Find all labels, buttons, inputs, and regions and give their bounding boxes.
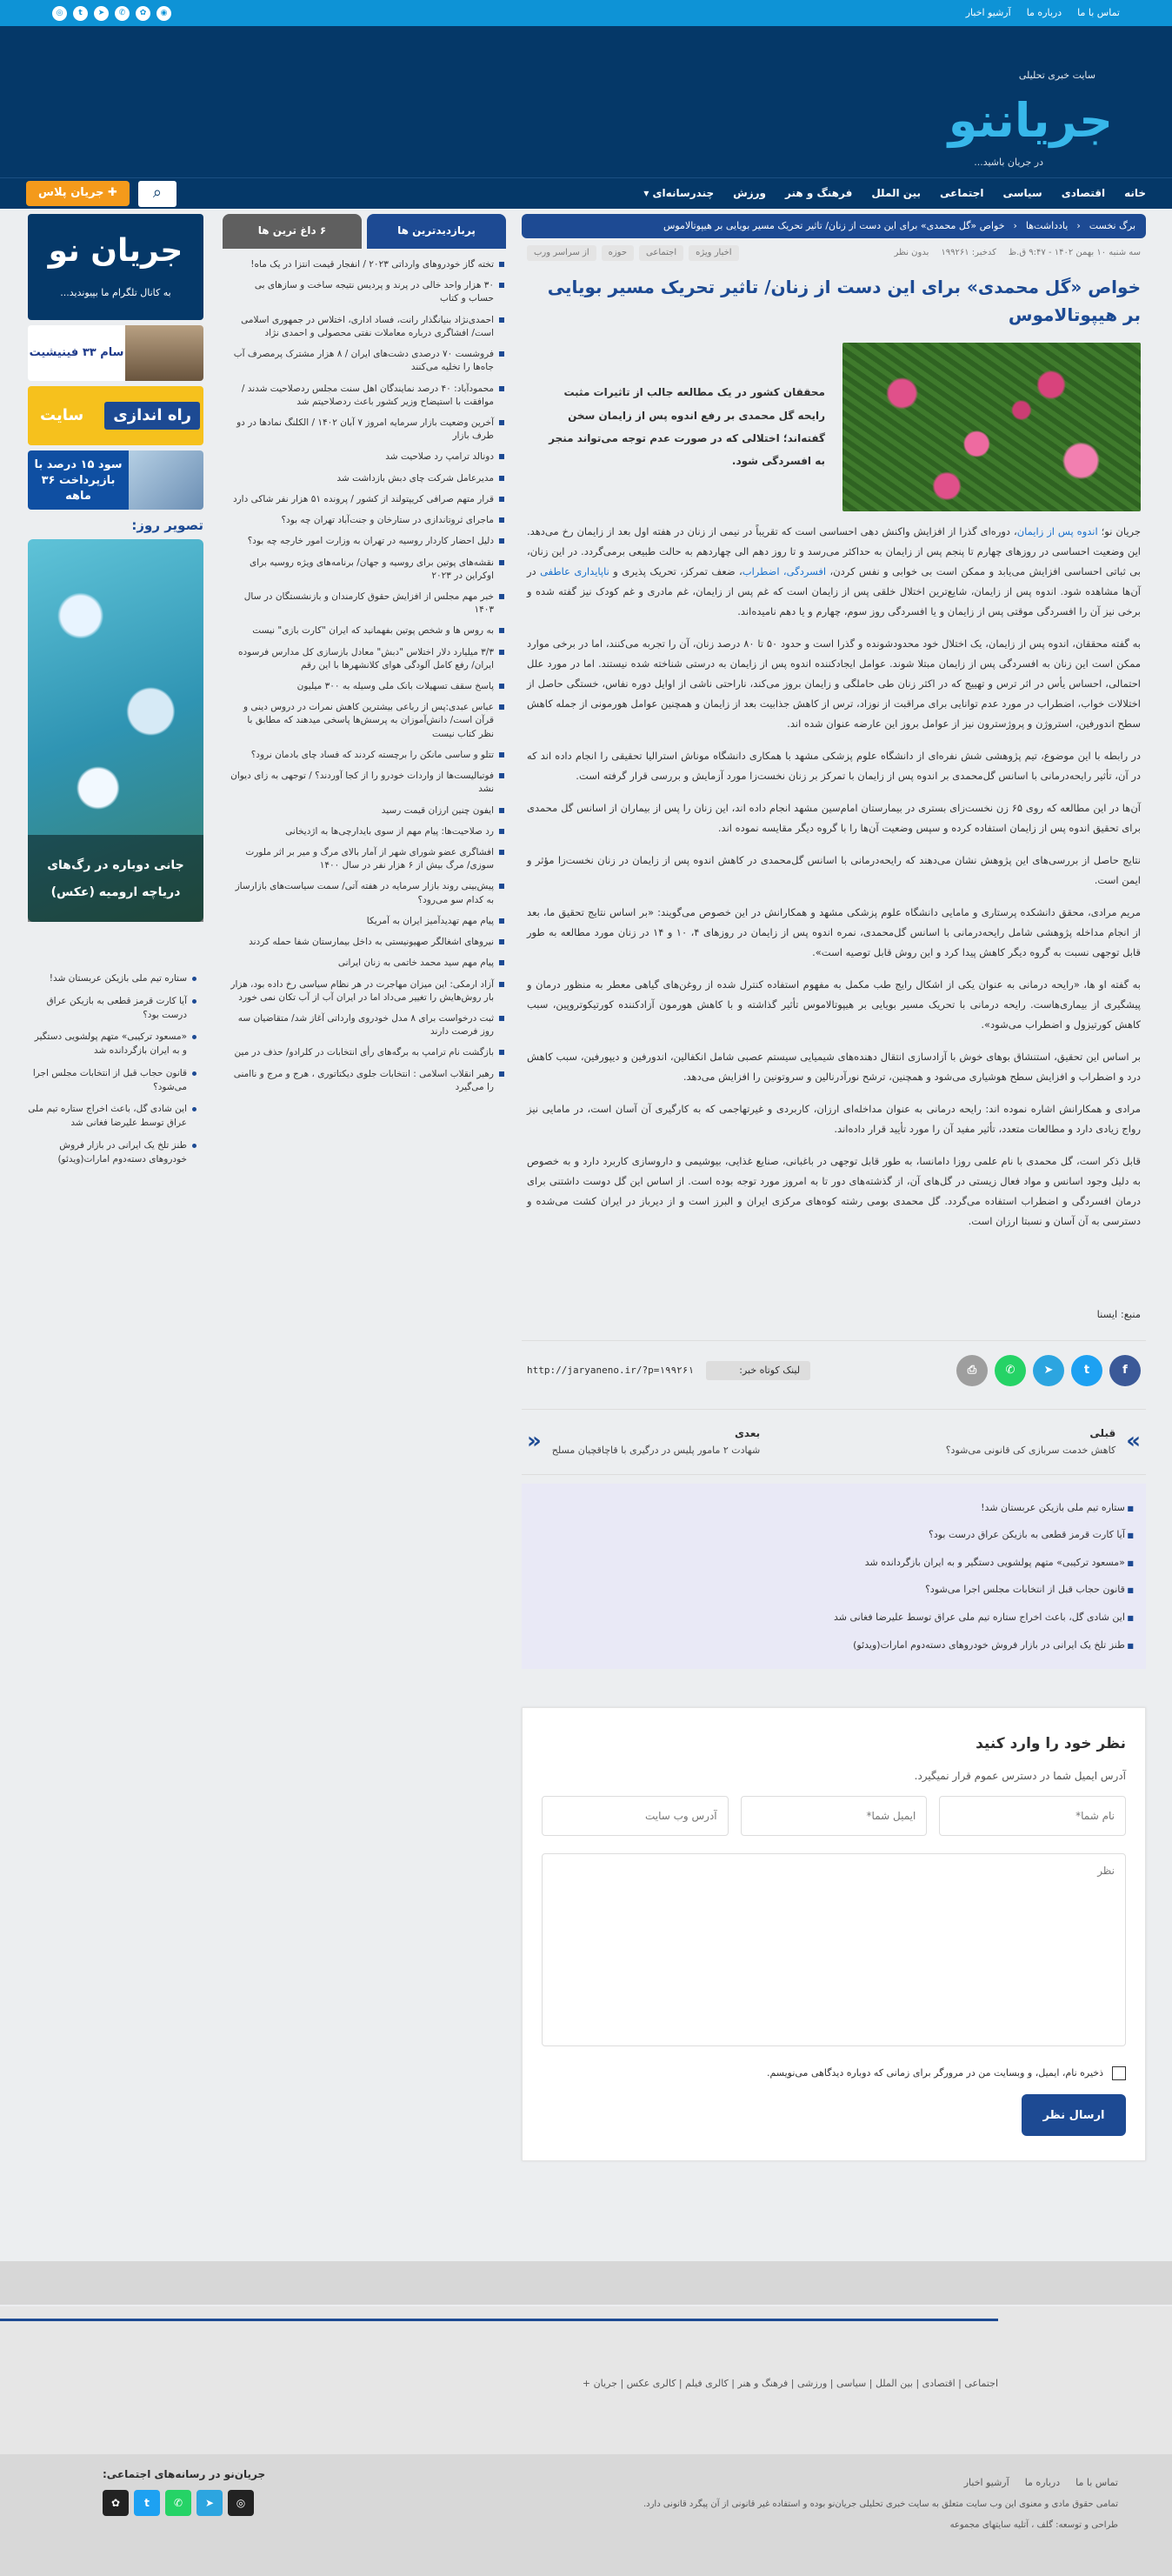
- ad-text: سایت: [39, 405, 84, 424]
- telegram-icon[interactable]: ➤: [1033, 1355, 1064, 1386]
- list-item[interactable]: ستاره تیم ملی بازیکن عربستان شد!: [28, 969, 203, 991]
- list-item[interactable]: ماجرای ثروتاندازی در ستارخان و جنت‌آباد تهران چه بود؟: [223, 510, 506, 531]
- list-item[interactable]: نیروهای اشغالگر صهیونیستی به داخل بیمارستان شفا حمله کردند: [223, 931, 506, 952]
- site-launch-ad-banner[interactable]: [28, 386, 203, 445]
- article-paragraph: مریم مرادی، محقق دانشکده پرستاری و مامایی دانشگاه علوم پزشکی مشهد و همکارانش در این خصوص می‌گویند: «بر اساس نتایج تحقیق ما، بعد از انجام مداخله پژوهشی شامل رایحه‌درمانی با اسانس گل‌محمدی، نمره اندوه پس از زایمان در روزهای ۴، ۱۰ و ۱۴ در زنان مورد مطالعه به طور قابل توجهی نسبت به گروه دیگر کاهش پیدا کرد و این روش قابل توصیه است».: [527, 906, 1141, 958]
- copyright: تمامی حقوق مادی و معنوی این وب سایت متعلق به سایت خبری تحلیلی جریان‌نو بوده و استفاده غیر قانونی از آن پیگرد قانونی دارد.: [643, 2499, 1118, 2509]
- footer-divider: [0, 2319, 998, 2321]
- text-run: جریان نو؛: [1097, 525, 1141, 537]
- site-header: [0, 26, 1172, 177]
- list-item[interactable]: آخرین وضعیت بازار سرمایه امروز ۷ آبان ۱۴۰۲ / الکلنگ نمادها در دو طرف بازار: [223, 412, 506, 446]
- article-column: [522, 214, 1146, 2161]
- article-id: کدخبر: ۱۹۹۲۶۱: [941, 248, 996, 257]
- twitter-icon[interactable]: t: [1071, 1355, 1102, 1386]
- tag-item[interactable]: اخبار ویژه: [689, 245, 738, 261]
- ads-column: [28, 214, 203, 1171]
- main-nav: [643, 185, 1146, 202]
- double-chevron-right-icon: »: [1126, 1428, 1141, 1454]
- remember-me: [542, 2065, 1126, 2081]
- submit-comment-button[interactable]: ارسال نظر: [1022, 2094, 1126, 2136]
- list-item[interactable]: دونالد ترامپ رد صلاحیت شد: [223, 446, 506, 467]
- instagram-icon[interactable]: ◎: [52, 6, 67, 21]
- related-item[interactable]: ■ طنز تلخ یک ایرانی در بازار فروش خودروهای دسته‌دوم امارات(ویدئو): [534, 1632, 1134, 1659]
- rss-icon[interactable]: ◉: [156, 6, 171, 21]
- list-item[interactable]: آزاد ارمکی: این میزان مهاجرت در هر نظام سیاسی رخ داده بود، هزار بار روش‌هایش را تغییر می‌داد اما در ایران آب از آب تکان نمی خورد: [223, 974, 506, 1008]
- list-item[interactable]: عباس عبدی:پس از رباعی بیشترین کاهش نمرات در دروس دینی و قرآن است/ دانش‌آموزان به پرسش‌ها پاسخی میدهند که مطابق با نظر کتاب نیست: [223, 697, 506, 744]
- ad-photo: [129, 450, 203, 510]
- footer-social-icons: [103, 2490, 265, 2516]
- side-news-list: [28, 969, 203, 1171]
- nav-politics[interactable]: سیاسی: [1002, 186, 1042, 199]
- list-item[interactable]: افشاگری عضو شورای شهر از آمار بالای مرگ و میر بر اثر ملورت سوزی/ مرگ بیش از ۶ هزار نفر در سال ۱۴۰۰: [223, 842, 506, 876]
- list-item[interactable]: ۳/۳ میلیارد دلار اختلاس "دبش" معادل بازسازی کل مدارس فرسوده ایران/ رفع کامل آلودگی هوای کلانشهرها با این رقم: [223, 642, 506, 676]
- short-link-url[interactable]: http://jaryaneno.ir/?p=۱۹۹۲۶۱: [527, 1365, 695, 1377]
- design-credit: طراحی و توسعه: گلف ، آتلیه سایتهای مجموعه: [949, 2520, 1118, 2530]
- list-item[interactable]: پاسخ سقف تسهیلات بانک ملی وسیله به ۳۰۰ میلیون: [223, 676, 506, 697]
- comment-textarea[interactable]: [542, 1853, 1126, 2046]
- list-item[interactable]: ۳۰ هزار واحد خالی در پرند و پردیس نتیجه ساخت و سازهای بی حساب و کتاب: [223, 275, 506, 309]
- nav-international[interactable]: بین الملل: [871, 186, 921, 199]
- article-lead-box: [522, 337, 1146, 522]
- main-nav-bar: [0, 177, 1172, 209]
- sam-ad-banner[interactable]: [28, 325, 203, 381]
- next-title[interactable]: شهادت ۲ مامور پلیس در درگیری با قاچاقچیان مسلح: [551, 1444, 761, 1456]
- footer-bottom: [0, 2454, 1172, 2576]
- ad-text: سام ۳۳ فینیشیت: [29, 345, 124, 359]
- related-item[interactable]: ■ «مسعود ترکیبی» متهم پولشویی دستگیر و به ایران بازگردانده شد: [534, 1549, 1134, 1577]
- article-title: خواص «گل محمدی» برای این دست از زنان/ تاثیر تحریک مسیر بویایی بر هیپوتالاموس: [547, 277, 1141, 325]
- list-item[interactable]: قانون حجاب قبل از انتخابات مجلس اجرا می‌شود؟: [28, 1064, 203, 1100]
- inline-link[interactable]: افسردگی، اضطراب: [742, 565, 827, 577]
- article-paragraph: به گفته او ها، «رایحه درمانی به عنوان یکی از اشکال رایج طب مکمل به مفهوم استفاده کنترل شده از روغن‌های گیاهی معطر به منظور درمان و پیشگیری از بیماری‌هاست. رایحه درمانی با تحریک مسیر بویایی بر هیپوتالاموس تأثیر گذاشته و با کاهش هورمون آزادکننده کورتیکوتروپین، سبب کاهش کورتیزول و اضطراب می‌شود».: [527, 978, 1141, 1031]
- jaryan-plus-button[interactable]: ✚ جریان پلاس: [26, 181, 130, 206]
- breadcrumb-notes[interactable]: یادداشت‌ها: [1025, 220, 1069, 232]
- list-item[interactable]: پیش‌بینی روند بازار سرمایه در هفته آتی/ سمت سیاست‌های بازارساز به کدام سو می‌رود؟: [223, 876, 506, 910]
- ad-text: سود ۱۵ درصد با بازپرداخت ۳۶ ماهه: [28, 450, 129, 510]
- share-bar: [522, 1340, 1146, 1400]
- list-item[interactable]: «مسعود ترکیبی» متهم پولشویی دستگیر و به ایران بازگردانده شد: [28, 1027, 203, 1064]
- breadcrumb: [522, 214, 1146, 238]
- comment-fields: [542, 1796, 1126, 1836]
- comment-count[interactable]: بدون نظر: [894, 248, 929, 257]
- whatsapp-icon[interactable]: ✆: [995, 1355, 1026, 1386]
- print-icon[interactable]: ⎙: [956, 1355, 988, 1386]
- article-lead: محققان کشور در یک مطالعه جالب از تاثیرات مثبت رایحه گل محمدی بر رفع اندوه پس از زایمان سخن گفته‌اند؛ اختلالی که در صورت عدم توجه می‌تواند منجر به افسردگی شود.: [549, 386, 825, 468]
- list-item[interactable]: تتلو و ساسی مانکن را برچسته کردند که فساد چای بادمان نرود؟: [223, 744, 506, 765]
- tab-most-viewed[interactable]: پربازدیدترین ها: [367, 214, 506, 249]
- nav-home[interactable]: خانه: [1124, 186, 1146, 199]
- short-link-label: لینک کوتاه خبر:: [706, 1361, 810, 1380]
- search-icon[interactable]: ⌕: [138, 181, 176, 207]
- image-of-day[interactable]: [28, 539, 203, 922]
- footer-nav-area: [0, 2306, 1172, 2454]
- prev-next-nav: [522, 1409, 1146, 1475]
- tab-hottest[interactable]: ۶ داغ ترین ها: [223, 214, 362, 249]
- telegram-icon[interactable]: ➤: [196, 2490, 223, 2516]
- text-run: ، دوره‌ای گذرا از افزایش واکنش دهی احساسی است که تقریباً در نیمی از زنان در هفته اول بعد از زایمان رخ می‌دهد. این وضعیت احساسی در روزهای چهارم تا پنجم پس از زایمان به حداکثر می‌رسد و تا روز دهم الی چهاردهم به حالت طبیعی برمی‌گردد. در این زنان، بی ثباتی احساسی افزایش می‌یابد و ممکن است بی خوابی و نفس کردن،: [527, 525, 1141, 577]
- facebook-icon[interactable]: f: [1109, 1355, 1141, 1386]
- website-field[interactable]: [542, 1796, 729, 1836]
- article-paragraph: قابل ذکر است، گل محمدی با نام علمی روزا دامانسا، به طور قابل توجهی در باغبانی، صنایع غذایی، بیوشیمی و داروسازی کاربرد دارد و به خصوص به دلیل وجود اسانس و مواد فعال زیستی در گل‌های آن، از گذشته‌های دور تا به امروز مورد توجه بوده است. از اساس این گل دوست داشتنی برای درمان افسردگی و اضطراب استفاده می‌گردد. گل محمدی بومی رشته کوه‌های مرکزی ایران و البرز است و از دیرباز در ایران کشت می‌شده و دسترسی به آن آسان و نسبتا ارزان است.: [527, 1155, 1141, 1227]
- twitter-icon[interactable]: t: [134, 2490, 160, 2516]
- about-link[interactable]: درباره ما: [1026, 7, 1062, 19]
- email-field[interactable]: [741, 1796, 928, 1836]
- list-item[interactable]: فوتبالیست‌ها از واردات خودرو را از کجا آوردند؟ / توجهی به زای دیوان نشد: [223, 765, 506, 799]
- footer-contact-link[interactable]: تماس با ما: [1075, 2477, 1118, 2488]
- logo-name-a: جریان: [996, 93, 1113, 148]
- instagram-icon[interactable]: ◎: [228, 2490, 254, 2516]
- tag-item[interactable]: اجتماعی: [639, 245, 683, 261]
- list-item[interactable]: پیام مهم سید محمد خاتمی به زنان ایرانی: [223, 952, 506, 973]
- list-item[interactable]: قرار متهم صرافی کریپتولند از کشور / پرونده ۵۱ هزار نفر شاکی دارد: [223, 489, 506, 510]
- remember-checkbox[interactable]: [1112, 2066, 1126, 2080]
- top-bar: [0, 0, 1172, 26]
- footer-strip: [0, 2261, 1172, 2305]
- article-image: [842, 343, 1141, 511]
- contact-link[interactable]: تماس با ما: [1077, 7, 1120, 19]
- article-paragraph: [522, 522, 1146, 634]
- list-item[interactable]: خبر مهم مجلس از افزایش حقوق کارمندان و بازنشستگان در سال ۱۴۰۳: [223, 586, 506, 620]
- article-paragraph: در رابطه با این موضوع، تیم پژوهشی شش نفره‌ای از دانشگاه علوم پزشکی مشهد با همکاری دانشگاه موناش استرالیا تحقیقی را انجام داده اند که در آن، تأثیر رایحه‌درمانی با اسانس گل‌محمدی بر اندوه پس از زایمان با تمرکز بر زنان نخست‌زا مورد آزمایش و بررسی قرار گرفته است.: [527, 750, 1141, 782]
- list-item[interactable]: تخته گاز خودروهای وارداتی ۲۰۲۳ / انفجار قیمت انتزا در یک ماه!: [223, 254, 506, 275]
- list-item[interactable]: ثبت درخواست برای ۸ مدل خودروی وارداتی آغاز شد/ متقاضیان سه روز فرصت دارند: [223, 1008, 506, 1042]
- telegram-icon[interactable]: ➤: [94, 6, 109, 21]
- article-paragraph: نتایج حاصل از بررسی‌های این پژوهش نشان می‌دهند که رایحه‌درمانی با اسانس گل‌محمدی در کاهش اندوه پس از زایمان در زنان نخست‌زا مؤثر و ایمن است.: [527, 854, 1141, 886]
- prev-post[interactable]: [834, 1424, 1141, 1460]
- nav-culture[interactable]: فرهنگ و هنر: [785, 186, 853, 199]
- list-item[interactable]: دلیل احضار کاردار روسیه در تهران به وزارت امور خارجه چه بود؟: [223, 531, 506, 551]
- footer-social-title: جریان‌نو در رسانه‌های اجتماعی:: [103, 2468, 266, 2480]
- nav-multimedia[interactable]: چندرسانه‌ای ▾: [643, 186, 715, 199]
- bank-ad-banner[interactable]: [28, 450, 203, 510]
- next-label: بعدی: [734, 1427, 761, 1440]
- article-paragraph: مرادی و همکارانش اشاره نموده اند: رایحه درمانی به عنوان مداخله‌ای ارزان، کاربردی و غیرتهاجمی که به کارگیری آن آسان است، در مامایی نیز رواج زیادی دارد و مطالعات متعدد، تأثیر مفید آن را مورد تأیید قرار داده‌اند.: [527, 1103, 1141, 1135]
- related-news: [522, 1484, 1146, 1670]
- next-post[interactable]: [527, 1424, 834, 1460]
- footer-about-link[interactable]: درباره ما: [1024, 2477, 1061, 2488]
- chevron-left-icon: ‹: [1076, 220, 1081, 232]
- remember-label: ذخیره نام، ایمیل، و وبسایت من در مرورگر برای زمانی که دوباره دیدگاهی می‌نویسم.: [766, 2066, 1103, 2079]
- logo-slogan: در جریان باشید...: [974, 157, 1043, 168]
- text-run: ، ضعف تمرکز، تحریک پذیری و: [609, 565, 742, 577]
- list-item[interactable]: نقشه‌های پوتین برای روسیه و جهان/ برنامه‌های ویژه روسیه برای اوکراین در ۲۰۲۳: [223, 552, 506, 586]
- top-socials: [52, 6, 171, 21]
- article-body: [522, 522, 1146, 1337]
- popular-news-list: [223, 249, 506, 1098]
- whatsapp-icon[interactable]: ✆: [165, 2490, 191, 2516]
- nav-social[interactable]: اجتماعی: [939, 186, 984, 199]
- list-item[interactable]: مدیرعامل شرکت چای دبش بازداشت شد: [223, 468, 506, 489]
- article-date: سه شنبه ۱۰ بهمن ۱۴۰۲ - ۹:۴۷ ق.ظ: [1008, 248, 1141, 257]
- footer-nav[interactable]: اجتماعی | اقتصادی | بین الملل | سیاسی | ورزشی | فرهنگ و هنر | کالری فیلم | کالری عکس | جریان +: [582, 2378, 998, 2389]
- list-item[interactable]: رد صلاحیت‌ها: پیام مهم از سوی بایدارچی‌ها به اژدیخانی: [223, 821, 506, 842]
- prev-label: قبلی: [1089, 1427, 1116, 1440]
- inline-link[interactable]: ناپایداری عاطفی: [540, 565, 609, 577]
- article-paragraph: آن‌ها در این مطالعه که روی ۶۵ زن نخست‌زای بستری در بیمارستان امام‌سین مشهد انجام داده اند، این زنان را پس از بیماران از اسانس گل محمدی برای تحقیق اندوه پس از زایمان استفاده کرده و سپس وضعیت آن‌ها را با گروه دیگر مقایسه نموده اند.: [527, 802, 1141, 834]
- popular-news-column: [223, 214, 506, 1098]
- nav-economy[interactable]: اقتصادی: [1061, 186, 1106, 199]
- short-link: [527, 1361, 810, 1380]
- nav-sports[interactable]: ورزش: [733, 186, 766, 199]
- article-source: منبع: ایسنا: [1096, 1308, 1141, 1320]
- related-item[interactable]: ■ این شادی گل، باعث اخراج ستاره تیم ملی عراق توسط علیرضا فغانی شد: [534, 1604, 1134, 1632]
- list-item[interactable]: فروشست ۷۰ درصدی دشت‌های ایران / ۸ هزار مشترک پرمصرف آب جاه‌ها را تخلیه می‌کنند: [223, 344, 506, 377]
- article-tags: [527, 245, 739, 261]
- related-item[interactable]: ■ ستاره تیم ملی بازیکن عربستان شد!: [534, 1494, 1134, 1522]
- logo-name-b: نو: [948, 93, 997, 148]
- twitter-icon[interactable]: t: [73, 6, 88, 21]
- list-item[interactable]: احمدی‌نژاد بنیانگذار رانت، فساد اداری، اختلاس در جمهوری اسلامی است/ افشاگری درباره معاملات نفتی محصولی و احمدی نژاد: [223, 310, 506, 344]
- list-item[interactable]: آیا کارت قرمز قطعی به بازیکن عراق درست بود؟: [28, 991, 203, 1028]
- logo-name: [949, 83, 1113, 158]
- list-item[interactable]: به روس ها و شخص پوتین بفهمانید که ایران "کارت بازی" نیست: [223, 620, 506, 641]
- text-run: در آن‌ها مشاهده شود. اندوه پس از زایمان، شایع‌ترین اختلال خلقی پس از زایمان است که غم پس از زایمان، غم مادری و غم کودک نیز گفته شده و برخی نیز آن را افسردگی موقتی پس از زایمان و یا افسردگی روز سوم، چهارم و یا دهم نامیده‌اند.: [527, 565, 1141, 617]
- ad-text: راه اندازی: [104, 402, 200, 430]
- list-item[interactable]: ایفون چنین ارزان قیمت رسید: [223, 800, 506, 821]
- list-item[interactable]: رهبر انقلاب اسلامی : انتخابات جلوی دیکتاتوری ، هرج و مرج و ناامنی را می‌گیرد: [223, 1064, 506, 1098]
- comment-note: آدرس ایمیل شما در دسترس عموم قرار نمیگیرد.: [914, 1770, 1126, 1783]
- image-of-day-title: تصویر روز:: [131, 517, 203, 533]
- footer-archive-link[interactable]: آرشیو اخبار: [963, 2477, 1009, 2488]
- aparat-icon[interactable]: ✿: [136, 6, 150, 21]
- top-links: [966, 5, 1120, 21]
- prev-title[interactable]: کاهش خدمت سربازی کی قانونی می‌شود؟: [945, 1444, 1116, 1456]
- nav-actions: [26, 181, 176, 207]
- tag-item[interactable]: از سراسر ورب: [527, 245, 596, 261]
- list-item[interactable]: محمودآباد: ۴۰ درصد نمایندگان اهل سنت مجلس ردصلاحیت شدند /موافقت با استیضاح وزیر کشور باعث ردصلاحیتم شد: [223, 378, 506, 412]
- ad-text: به کانال تلگرام ما بپیوندید...: [60, 286, 171, 298]
- related-item[interactable]: ■ آیا کارت قرمز قطعی به بازیکن عراق درست بود؟: [534, 1521, 1134, 1549]
- inline-link[interactable]: اندوه پس از زایمان: [1016, 525, 1098, 537]
- news-tabs: [223, 214, 506, 249]
- related-item[interactable]: ■ قانون حجاب قبل از انتخابات مجلس اجرا می‌شود؟: [534, 1576, 1134, 1604]
- page-body: [0, 209, 1172, 2296]
- ad-photo: [125, 325, 203, 381]
- tag-item[interactable]: حوزه: [602, 245, 634, 261]
- site-logo[interactable]: [904, 61, 1122, 174]
- comment-form: [522, 1707, 1146, 2161]
- list-item[interactable]: بازگشت نام ترامپ به برگه‌های رأی انتخابات در کلرادو/ حذف در مین: [223, 1042, 506, 1063]
- footer-socials: [103, 2466, 265, 2516]
- article-paragraph: به گفته محققان، اندوه پس از زایمان، یک اختلال خود محدودشونده و گذرا است و حدود ۵۰ تا ۸۰ درصد زنان، آن را تجربه می‌کنند، اما در برخی موارد ممکن است این زنان به افسردگی پس از زایمان مبتلا شوند. عوامل ایجادکننده اندوه پس از زایمان به درستی شناخته شده نیستند. اما در مورد علل احتمالی، احساس یأس در اثر ترس و تهییج که در اکثر زنان طی حاملگی و زایمان بروز می‌کند، ناراحتی ناشی از اوایل دوره نفاس، خستگی حاصل از اختلالات خواب، اضطراب در مورد عدم توانایی برای مراقبت از نوزاد، ترس از کاهش جذابیت بعد از زایمان و همچنین عوامل هورمونی از جمله کاهش سطح اندورفین، استروژن و پروژسترون نیز از عوامل بروز این عارضه عنوان شده اند.: [527, 637, 1142, 730]
- whatsapp-icon[interactable]: ✆: [115, 6, 130, 21]
- list-item[interactable]: پیام مهم تهدیدآمیز ایران به آمریکا: [223, 911, 506, 931]
- aparat-icon[interactable]: ✿: [103, 2490, 129, 2516]
- list-item[interactable]: طنز تلخ یک ایرانی در بازار فروش خودروهای دسته‌دوم امارات(ویدئو): [28, 1136, 203, 1172]
- footer-links: [964, 2475, 1118, 2491]
- article-paragraph: بر اساس این تحقیق، استنشاق بوهای خوش با آزادسازی انتقال دهنده‌های شیمیایی سیستم عصبی شامل انکفالین، اندورفین و دیپورفین، سبب کاهش درد و اضطراب و افزایش سطح هوشیاری می‌شود و همچنین، ترشح نورآدرنالین و سروتونین را افزایش می‌دهد.: [527, 1051, 1141, 1083]
- share-icons: [956, 1355, 1141, 1386]
- chevron-left-icon: ‹: [1013, 220, 1017, 232]
- ad-logo: جریان نو: [48, 233, 183, 269]
- name-field[interactable]: [939, 1796, 1126, 1836]
- archive-link[interactable]: آرشیو اخبار: [965, 7, 1011, 19]
- article-meta: [522, 238, 1146, 268]
- comment-title: نظر خود را وارد کنید: [976, 1735, 1126, 1753]
- telegram-ad-banner[interactable]: [28, 214, 203, 320]
- logo-tagline: سایت خبری تحلیلی: [1018, 70, 1095, 81]
- double-chevron-left-icon: «: [527, 1428, 542, 1454]
- breadcrumb-home[interactable]: برگ نخست: [1089, 220, 1135, 232]
- image-of-day-caption: جانی دوباره در رگ‌های دریاچه ارومیه (عکس): [28, 835, 203, 922]
- list-item[interactable]: این شادی گل، باعث اخراج ستاره تیم ملی عراق توسط علیرضا فغانی شد: [28, 1099, 203, 1136]
- breadcrumb-current: خواص «گل محمدی» برای این دست از زنان/ تاثیر تحریک مسیر بویایی بر هیپوتالاموس: [663, 220, 1005, 232]
